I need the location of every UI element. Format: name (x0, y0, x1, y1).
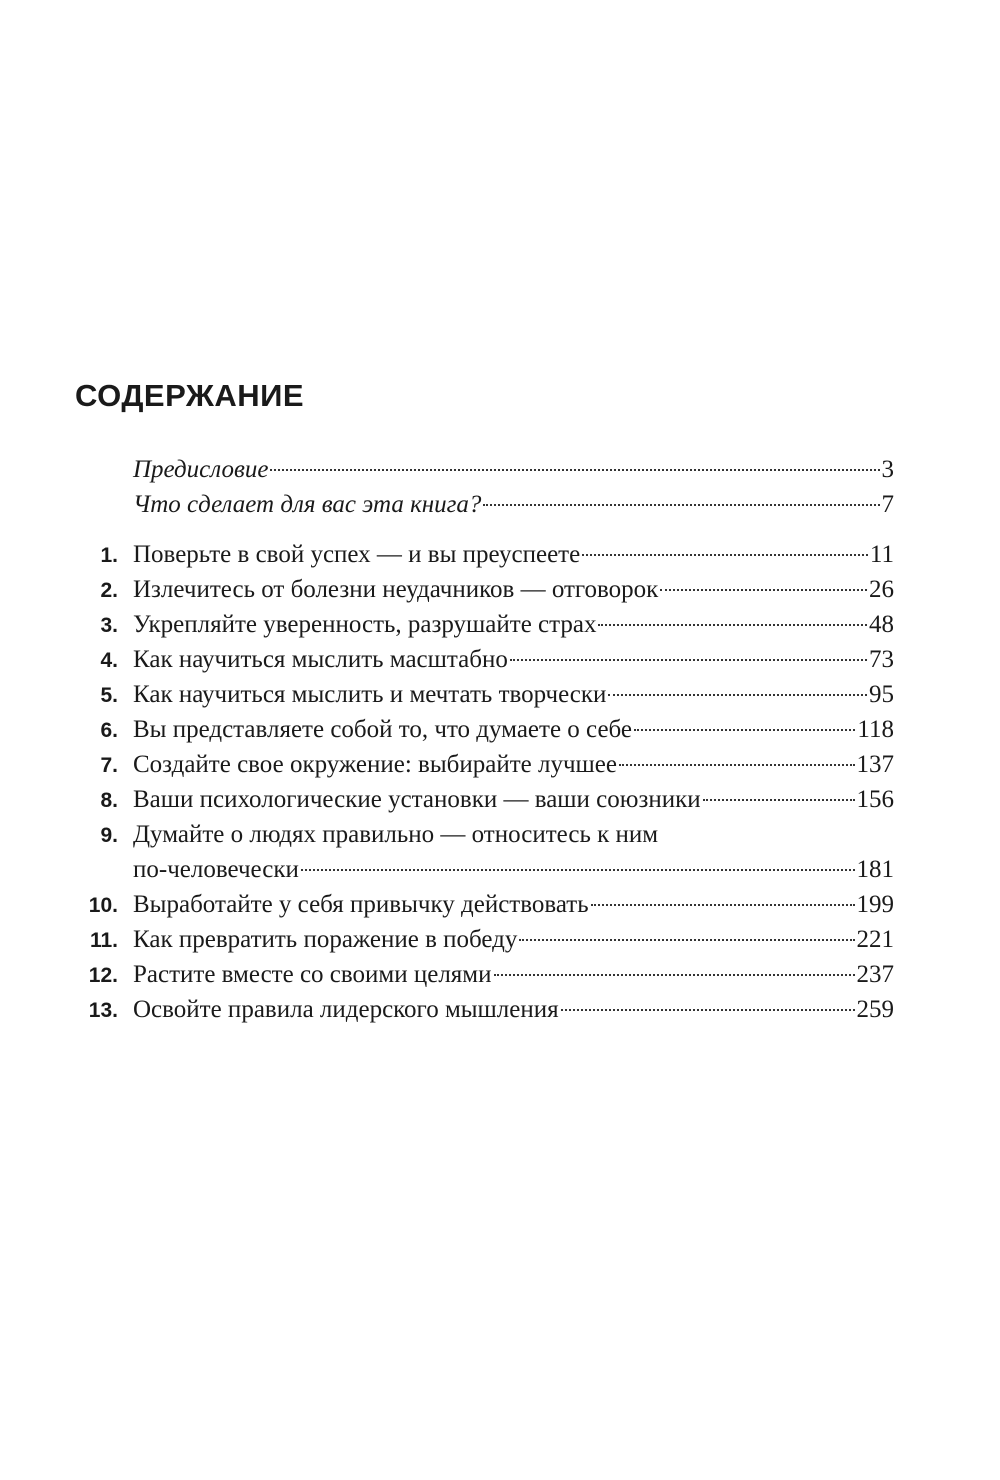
table-of-contents (70, 452, 894, 1027)
dot-leader (608, 694, 867, 696)
dot-leader (598, 624, 867, 626)
entry-title: Освойте правила лидерского мышления (133, 996, 559, 1023)
entry-page: 7 (881, 491, 894, 518)
toc-entry-chapter[interactable] (70, 537, 894, 572)
entry-title: Думайте о людях правильно — относитесь к ним (133, 821, 659, 848)
entry-page: 26 (869, 576, 894, 603)
entry-title: Поверьте в свой успех — и вы преуспеете (133, 541, 581, 568)
entry-page: 118 (857, 716, 894, 743)
entry-title: Как превратить поражение в победу (133, 926, 518, 953)
entry-page: 259 (856, 996, 894, 1023)
dot-leader (703, 799, 855, 801)
chapter-number: 12. (88, 964, 118, 987)
entry-page: 237 (856, 961, 894, 988)
chapter-number: 10. (88, 894, 118, 917)
toc-entry-chapter[interactable] (70, 782, 894, 817)
toc-entry-chapter[interactable] (70, 922, 894, 957)
entry-page: 137 (856, 751, 894, 778)
entry-page: 11 (869, 541, 894, 568)
toc-entry-chapter[interactable] (70, 572, 894, 607)
dot-leader (660, 589, 867, 591)
toc-entry-chapter[interactable] (70, 607, 894, 642)
chapter-number: 13. (88, 999, 118, 1022)
dot-leader (591, 904, 855, 906)
entry-page: 3 (881, 456, 894, 483)
chapter-number: 1. (100, 544, 118, 567)
dot-leader (510, 659, 867, 661)
chapter-number: 3. (100, 614, 118, 637)
entry-title: Что сделает для вас эта книга? (133, 491, 482, 518)
dot-leader (634, 729, 855, 731)
entry-title: Как научиться мыслить и мечтать творчески (133, 681, 607, 708)
toc-entry-chapter[interactable] (70, 817, 894, 852)
chapter-number: 8. (100, 789, 118, 812)
entry-title: Выработайте у себя привычку действовать (133, 891, 589, 918)
entry-page: 156 (856, 786, 894, 813)
toc-entry-chapter[interactable] (70, 957, 894, 992)
toc-entry-chapter[interactable] (70, 642, 894, 677)
dot-leader (270, 469, 879, 471)
dot-leader (582, 554, 868, 556)
entry-page: 95 (869, 681, 894, 708)
toc-entry-preface[interactable] (70, 452, 894, 487)
chapter-number: 7. (100, 754, 118, 777)
entry-title: Растите вместе со своими целями (133, 961, 492, 988)
page-title: СОДЕРЖАНИЕ (75, 378, 305, 413)
toc-entry-chapter[interactable] (70, 712, 894, 747)
dot-leader (619, 764, 855, 766)
chapter-number: 6. (100, 719, 118, 742)
toc-entry-chapter[interactable] (70, 992, 894, 1027)
entry-title: Вы представляете собой то, что думаете о себе (133, 716, 633, 743)
entry-page: 48 (869, 611, 894, 638)
toc-entry-chapter[interactable] (70, 852, 894, 887)
dot-leader (561, 1009, 855, 1011)
dot-leader (301, 869, 855, 871)
toc-entry-chapter[interactable] (70, 747, 894, 782)
entry-title: по-человечески (133, 856, 299, 883)
dot-leader (519, 939, 854, 941)
dot-leader (483, 504, 879, 506)
entry-title: Создайте свое окружение: выбирайте лучшее (133, 751, 617, 778)
entry-title: Как научиться мыслить масштабно (133, 646, 508, 673)
entry-title: Укрепляйте уверенность, разрушайте страх (133, 611, 597, 638)
entry-page: 181 (856, 856, 894, 883)
toc-entry-chapter[interactable] (70, 887, 894, 922)
chapter-number: 4. (100, 649, 118, 672)
chapter-number: 9. (100, 824, 118, 847)
chapter-number: 5. (100, 684, 118, 707)
chapter-number: 2. (100, 579, 118, 602)
entry-page: 199 (856, 891, 894, 918)
toc-entry-chapter[interactable] (70, 677, 894, 712)
chapter-number: 11. (89, 929, 118, 952)
dot-leader (494, 974, 855, 976)
entry-page: 221 (856, 926, 894, 953)
entry-title: Ваши психологические установки — ваши союзники (133, 786, 701, 813)
toc-entry-intro[interactable] (70, 487, 894, 522)
entry-page: 73 (869, 646, 894, 673)
entry-title: Излечитесь от болезни неудачников — отговорок (133, 576, 659, 603)
entry-title: Предисловие (133, 456, 269, 483)
